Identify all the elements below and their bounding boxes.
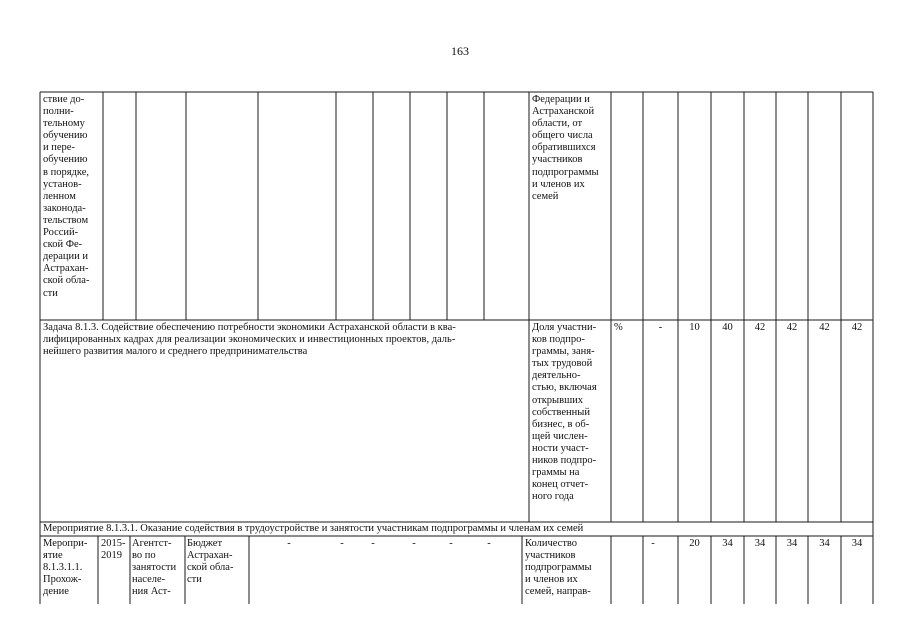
row4-value-2015: 20 bbox=[689, 538, 700, 549]
page-number: 163 bbox=[451, 44, 469, 58]
row4-agency-cell: Агентст- во по занятости населе- ния Аст- bbox=[132, 538, 177, 598]
row4-event-name-cell: Меропри- ятие 8.1.3.1.1. Прохож- дение bbox=[43, 538, 88, 598]
row2-value-2017: 42 bbox=[754, 322, 766, 333]
row4-value-base: - bbox=[651, 538, 655, 549]
row2-value-2020: 42 bbox=[851, 322, 863, 333]
row2-value-2018: 42 bbox=[786, 322, 798, 333]
row4-value-2016: 34 bbox=[722, 538, 733, 549]
row4-value-2018: 34 bbox=[786, 538, 798, 549]
row4-dash-6: - bbox=[487, 538, 491, 549]
row1-indicator-cell: Федерации и Астраханской области, от общего числа обратившихся участников подпрограммы и членов их семей bbox=[532, 94, 599, 202]
row1-event-name-cell: ствие до- полни- тельному обучению и пере- обучению в порядке, установ- ленном законода- тельством Россий- ской Фе- дерации и Астрахан- ской обла- сти bbox=[43, 94, 90, 299]
row2-value-base: - bbox=[658, 322, 663, 333]
row4-budget-cell: Бюджет Астрахан- ской обла- сти bbox=[187, 538, 234, 586]
row2-unit-cell: % bbox=[614, 322, 623, 333]
row4-dash-4: - bbox=[412, 538, 416, 549]
row4-years-cell: 2015- 2019 bbox=[101, 538, 126, 562]
row4-dash-3: - bbox=[371, 538, 375, 549]
row2-value-2019: 42 bbox=[819, 322, 830, 333]
row4-indicator-cell: Количество участников подпрограммы и членов их семей, направ- bbox=[525, 538, 592, 598]
task-title-cell: Задача 8.1.3. Содействие обеспечению потребности экономики Астраханской области в ква- лифицированных кадрах для реализации экономических и инвестиционных проектов, даль- нейшего развития малого и среднего предпринимательства bbox=[43, 322, 456, 358]
row4-value-2019: 34 bbox=[819, 538, 830, 549]
row2-value-2016: 40 bbox=[722, 322, 733, 333]
row4-value-2017: 34 bbox=[754, 538, 766, 549]
event-title-row: Мероприятие 8.1.3.1. Оказание содействия в трудоустройстве и занятости участникам подпрограммы и членам их семей bbox=[43, 523, 584, 534]
row2-value-2015: 10 bbox=[689, 322, 700, 333]
row4-dash-1: - bbox=[287, 538, 291, 549]
row4-dash-2: - bbox=[340, 538, 344, 549]
row2-indicator-cell: Доля участни- ков подпро- граммы, заня- тых трудовой деятельно- стью, включая открывших собственный бизнес, в об- щей числен- ности участ- ников подпро- граммы на конец отчет- ного года bbox=[532, 322, 597, 503]
row4-value-2020: 34 bbox=[851, 538, 863, 549]
row4-dash-5: - bbox=[449, 538, 453, 549]
